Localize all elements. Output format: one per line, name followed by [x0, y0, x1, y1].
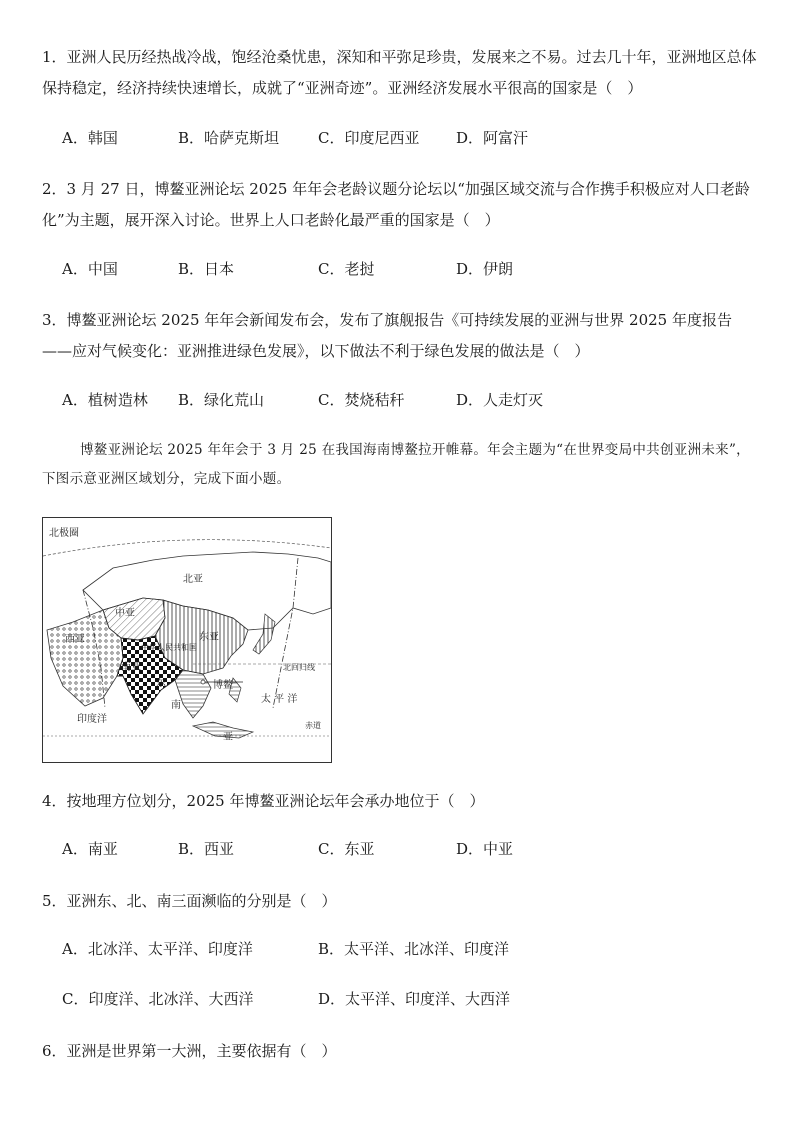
question-4-stem: 4．按地理方位划分，2025 年博鳌亚洲论坛年会承办地位于（ ）	[42, 792, 485, 810]
question-2-stem: 2．3 月 27 日，博鳌亚洲论坛 2025 年年会老龄议题分论坛以“加强区域交流与合作携手积极应对人口老龄化”为主题，展开深入讨论。世界上人口老龄化最严重的国家是（ ）	[42, 180, 750, 229]
question-4	[42, 786, 757, 817]
option-c[interactable]: C．焚烧秸秆	[318, 391, 405, 409]
option-b[interactable]: B．日本	[178, 260, 235, 278]
asia-map-svg	[43, 518, 331, 762]
label-tropic: 北回归线	[283, 663, 315, 672]
question-6-stem: 6．亚洲是世界第一大洲，主要依据有（ ）	[42, 1042, 337, 1060]
label-boao: 博鳌	[213, 680, 233, 691]
option-d[interactable]: D．阿富汗	[456, 129, 529, 147]
label-north-asia: 北亚	[183, 574, 203, 585]
question-5-stem: 5．亚洲东、北、南三面濒临的分别是（ ）	[42, 892, 337, 910]
label-southeast-south: 南	[171, 700, 181, 711]
option-b[interactable]: B．太平洋、北冰洋、印度洋	[318, 940, 510, 958]
option-d[interactable]: D．中亚	[456, 840, 514, 858]
option-b[interactable]: B．西亚	[178, 840, 235, 858]
option-d[interactable]: D．伊朗	[456, 260, 514, 278]
question-3	[42, 305, 757, 367]
question-1	[42, 42, 757, 104]
label-arctic: 北极圈	[49, 528, 79, 539]
option-b[interactable]: B．绿化荒山	[178, 391, 265, 409]
asia-region-map	[42, 517, 332, 763]
question-6	[42, 1036, 757, 1067]
option-d[interactable]: D．人走灯灭	[456, 391, 544, 409]
boao-marker	[201, 680, 205, 684]
option-c[interactable]: C．老挝	[318, 260, 375, 278]
option-d[interactable]: D．太平洋、印度洋、大西洋	[318, 990, 511, 1008]
option-b[interactable]: B．哈萨克斯坦	[178, 129, 280, 147]
label-pacific: 太 平 洋	[261, 694, 298, 705]
question-3-stem: 3．博鳌亚洲论坛 2025 年年会新闻发布会，发布了旗舰报告《可持续发展的亚洲与世界 2025 年度报告——应对气候变化：亚洲推进绿色发展》，以下做法不利于绿色发展的做法是（ ）	[42, 311, 732, 360]
question-5	[42, 886, 757, 917]
option-a[interactable]: A．北冰洋、太平洋、印度洋	[62, 940, 253, 958]
label-indian-ocean: 印度洋	[77, 714, 107, 725]
reading-passage: 博鳌亚洲论坛 2025 年年会于 3 月 25 在我国海南博鳌拉开帷幕。年会主题为“在世界变局中共创亚洲未来”，下图示意亚洲区域划分，完成下面小题。	[42, 442, 750, 487]
label-equator: 赤道	[305, 721, 321, 730]
question-1-stem: 1．亚洲人民历经热战冷战，饱经沧桑忧患，深知和平弥足珍贵，发展来之不易。过去几十年，亚洲地区总体保持稳定，经济持续快速增长，成就了“亚洲奇迹”。亚洲经济发展水平很高的国家是（ ）	[42, 48, 757, 97]
option-a[interactable]: A．中国	[62, 260, 118, 278]
label-west-asia: 西亚	[65, 634, 85, 645]
option-a[interactable]: A．南亚	[62, 840, 118, 858]
option-a[interactable]: A．植树造林	[62, 391, 148, 409]
label-southeast-east: 东	[156, 678, 166, 689]
label-southeast-sub: 亚	[223, 732, 233, 743]
option-c[interactable]: C．东亚	[318, 840, 375, 858]
label-south-asia: 南亚	[121, 662, 141, 673]
label-china: 中华人民共和国	[141, 643, 197, 652]
label-central-asia: 中亚	[115, 608, 135, 619]
arctic-circle-line	[43, 540, 331, 556]
option-a[interactable]: A．韩国	[62, 129, 118, 147]
option-c[interactable]: C．印度洋、北冰洋、大西洋	[62, 990, 254, 1008]
question-2	[42, 174, 757, 236]
option-c[interactable]: C．印度尼西亚	[318, 129, 420, 147]
label-east-asia: 东亚	[199, 632, 219, 643]
